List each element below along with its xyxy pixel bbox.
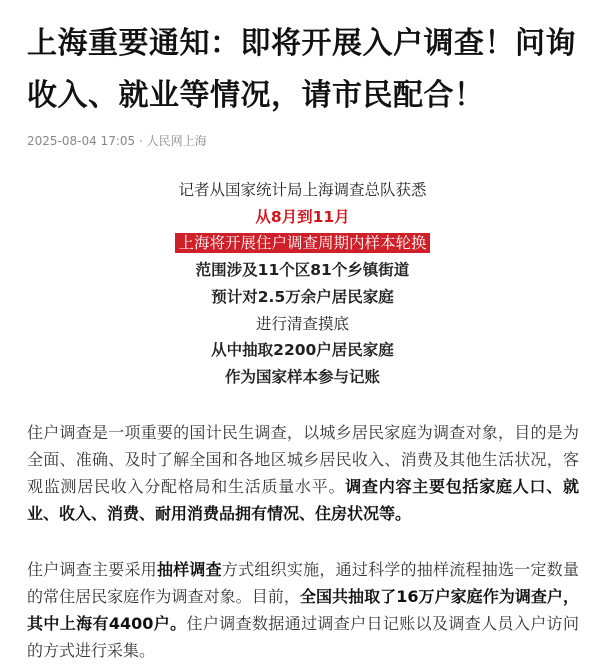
summary-line bbox=[27, 204, 578, 231]
body-paragraph bbox=[27, 419, 579, 527]
body-paragraph bbox=[27, 556, 579, 664]
summary-text: 作为国家样本参与记账 bbox=[224, 367, 380, 386]
summary-text: 记者从国家统计局上海调查总队获悉 bbox=[178, 181, 427, 199]
highlighted-text: 上海将开展住户调查周期内样本轮换 bbox=[175, 233, 429, 253]
summary-line bbox=[27, 364, 578, 391]
summary-block bbox=[27, 177, 578, 391]
summary-line bbox=[27, 257, 578, 284]
summary-text: 预计对2.5万余户居民家庭 bbox=[211, 287, 394, 306]
text-span: 住户调查是一项重要的国计民生调查，以城乡居民家庭为调查对象，目的是为全面、准确、及时了解全国和各地区城乡居民收入、消费及其他生活状况，客观监测居民收入分配格局和生活质量水平。 bbox=[27, 422, 579, 496]
article-title: 上海重要通知：即将开展入户调查！问询收入、就业等情况，请市民配合！ bbox=[27, 26, 576, 113]
bold-text-span: 调查内容主要包括家庭人口、就业、收入、消费、耐用消费品拥有情况、住房状况等。 bbox=[27, 476, 579, 523]
summary-line bbox=[27, 337, 578, 364]
summary-line bbox=[27, 230, 578, 257]
summary-line bbox=[27, 177, 578, 204]
summary-text: 进行清查摸底 bbox=[255, 314, 349, 333]
bold-text-span: 抽样调查 bbox=[156, 559, 222, 579]
article-meta: 2025-08-04 17:05 · 人民网上海 bbox=[27, 134, 207, 148]
bold-text-span: 全国共抽取了16万户家庭作为调查户，其中上海有4400户。 bbox=[27, 586, 579, 633]
text-span: 住户调查数据通过调查户日记账以及调查人员入户访问的方式进行采集。 bbox=[27, 613, 579, 660]
summary-text: 从8月到11月 bbox=[255, 207, 350, 226]
summary-line bbox=[27, 311, 578, 338]
summary-text: 范围涉及11个区81个乡镇街道 bbox=[195, 261, 410, 280]
text-span: 方式组织实施，通过科学的抽样流程抽选一定数量的常住居民家庭作为调查对象。目前， bbox=[27, 559, 579, 606]
summary-line bbox=[27, 284, 578, 311]
text-span: 住户调查主要采用 bbox=[27, 559, 157, 579]
summary-text: 从中抽取2200户居民家庭 bbox=[211, 341, 394, 360]
